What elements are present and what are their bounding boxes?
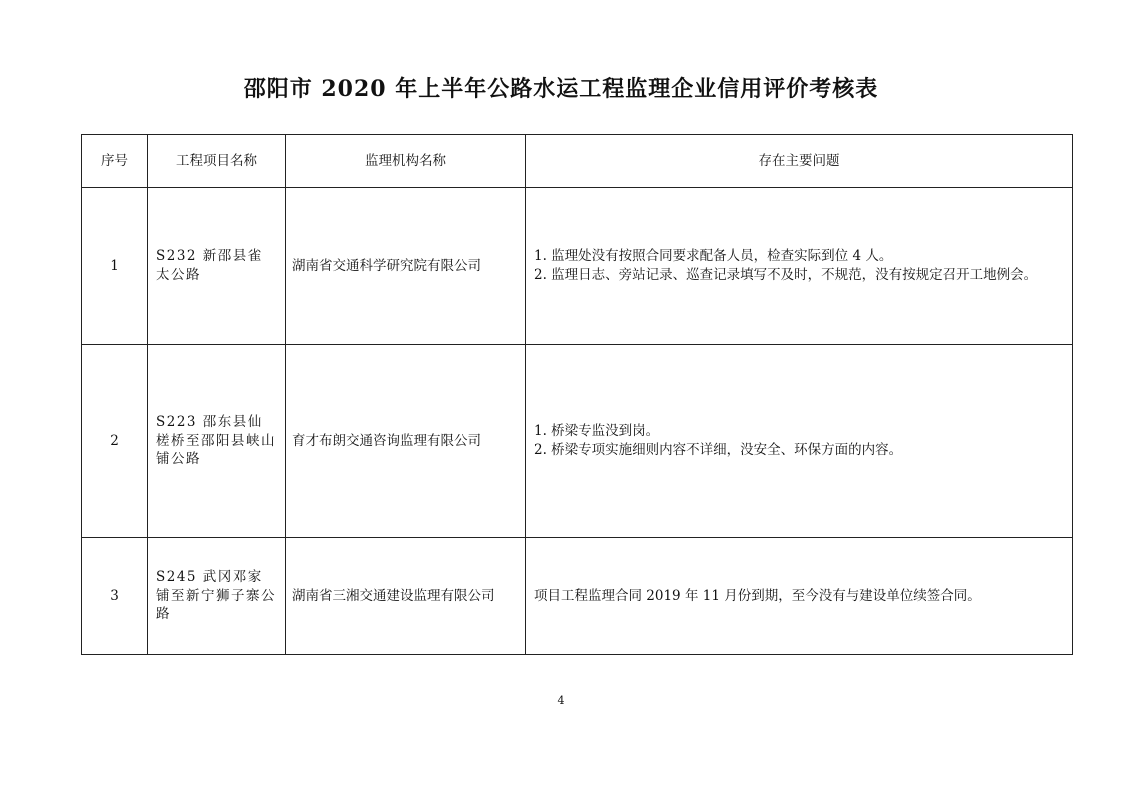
page-title: 邵阳市 2020 年上半年公路水运工程监理企业信用评价考核表 (243, 76, 879, 102)
header-issues: 存在主要问题 (526, 135, 1073, 188)
row-issues (526, 345, 1073, 538)
issue-list (534, 422, 1064, 460)
table-row (82, 345, 1073, 538)
issue-list (534, 247, 1064, 285)
header-org: 监理机构名称 (286, 135, 526, 188)
issue-item: 1. 桥梁专监没到岗。 (534, 423, 660, 440)
issue-item: 1. 监理处没有按照合同要求配备人员，检查实际到位 4 人。 (534, 248, 893, 265)
header-project: 工程项目名称 (148, 135, 286, 188)
issue-list (534, 587, 1064, 606)
row-seq: 1 (82, 188, 148, 345)
row-issues (526, 188, 1073, 345)
table-header-row (82, 135, 1073, 188)
row-seq: 3 (82, 538, 148, 655)
issue-item: 2. 桥梁专项实施细则内容不详细，没安全、环保方面的内容。 (534, 442, 903, 458)
table-row (82, 188, 1073, 345)
row-issues (526, 538, 1073, 655)
issue-item: 2. 监理日志、旁站记录、巡查记录填写不及时，不规范，没有按规定召开工地例会。 (534, 267, 1038, 283)
table-row (82, 538, 1073, 655)
header-seq: 序号 (82, 135, 148, 188)
row-org-name: 育才布朗交通咨询监理有限公司 (286, 345, 526, 538)
row-project-name: S232 新邵县雀太公路 (148, 188, 286, 345)
row-seq: 2 (82, 345, 148, 538)
row-project-name: S223 邵东县仙槎桥至邵阳县峡山铺公路 (148, 345, 286, 538)
row-project-name: S245 武冈邓家铺至新宁狮子寨公路 (148, 538, 286, 655)
issue-item: 项目工程监理合同 2019 年 11 月份到期，至今没有与建设单位续签合同。 (534, 587, 981, 604)
page-number: 4 (557, 694, 565, 707)
evaluation-table (81, 134, 1073, 655)
row-org-name: 湖南省三湘交通建设监理有限公司 (286, 538, 526, 655)
row-org-name: 湖南省交通科学研究院有限公司 (286, 188, 526, 345)
